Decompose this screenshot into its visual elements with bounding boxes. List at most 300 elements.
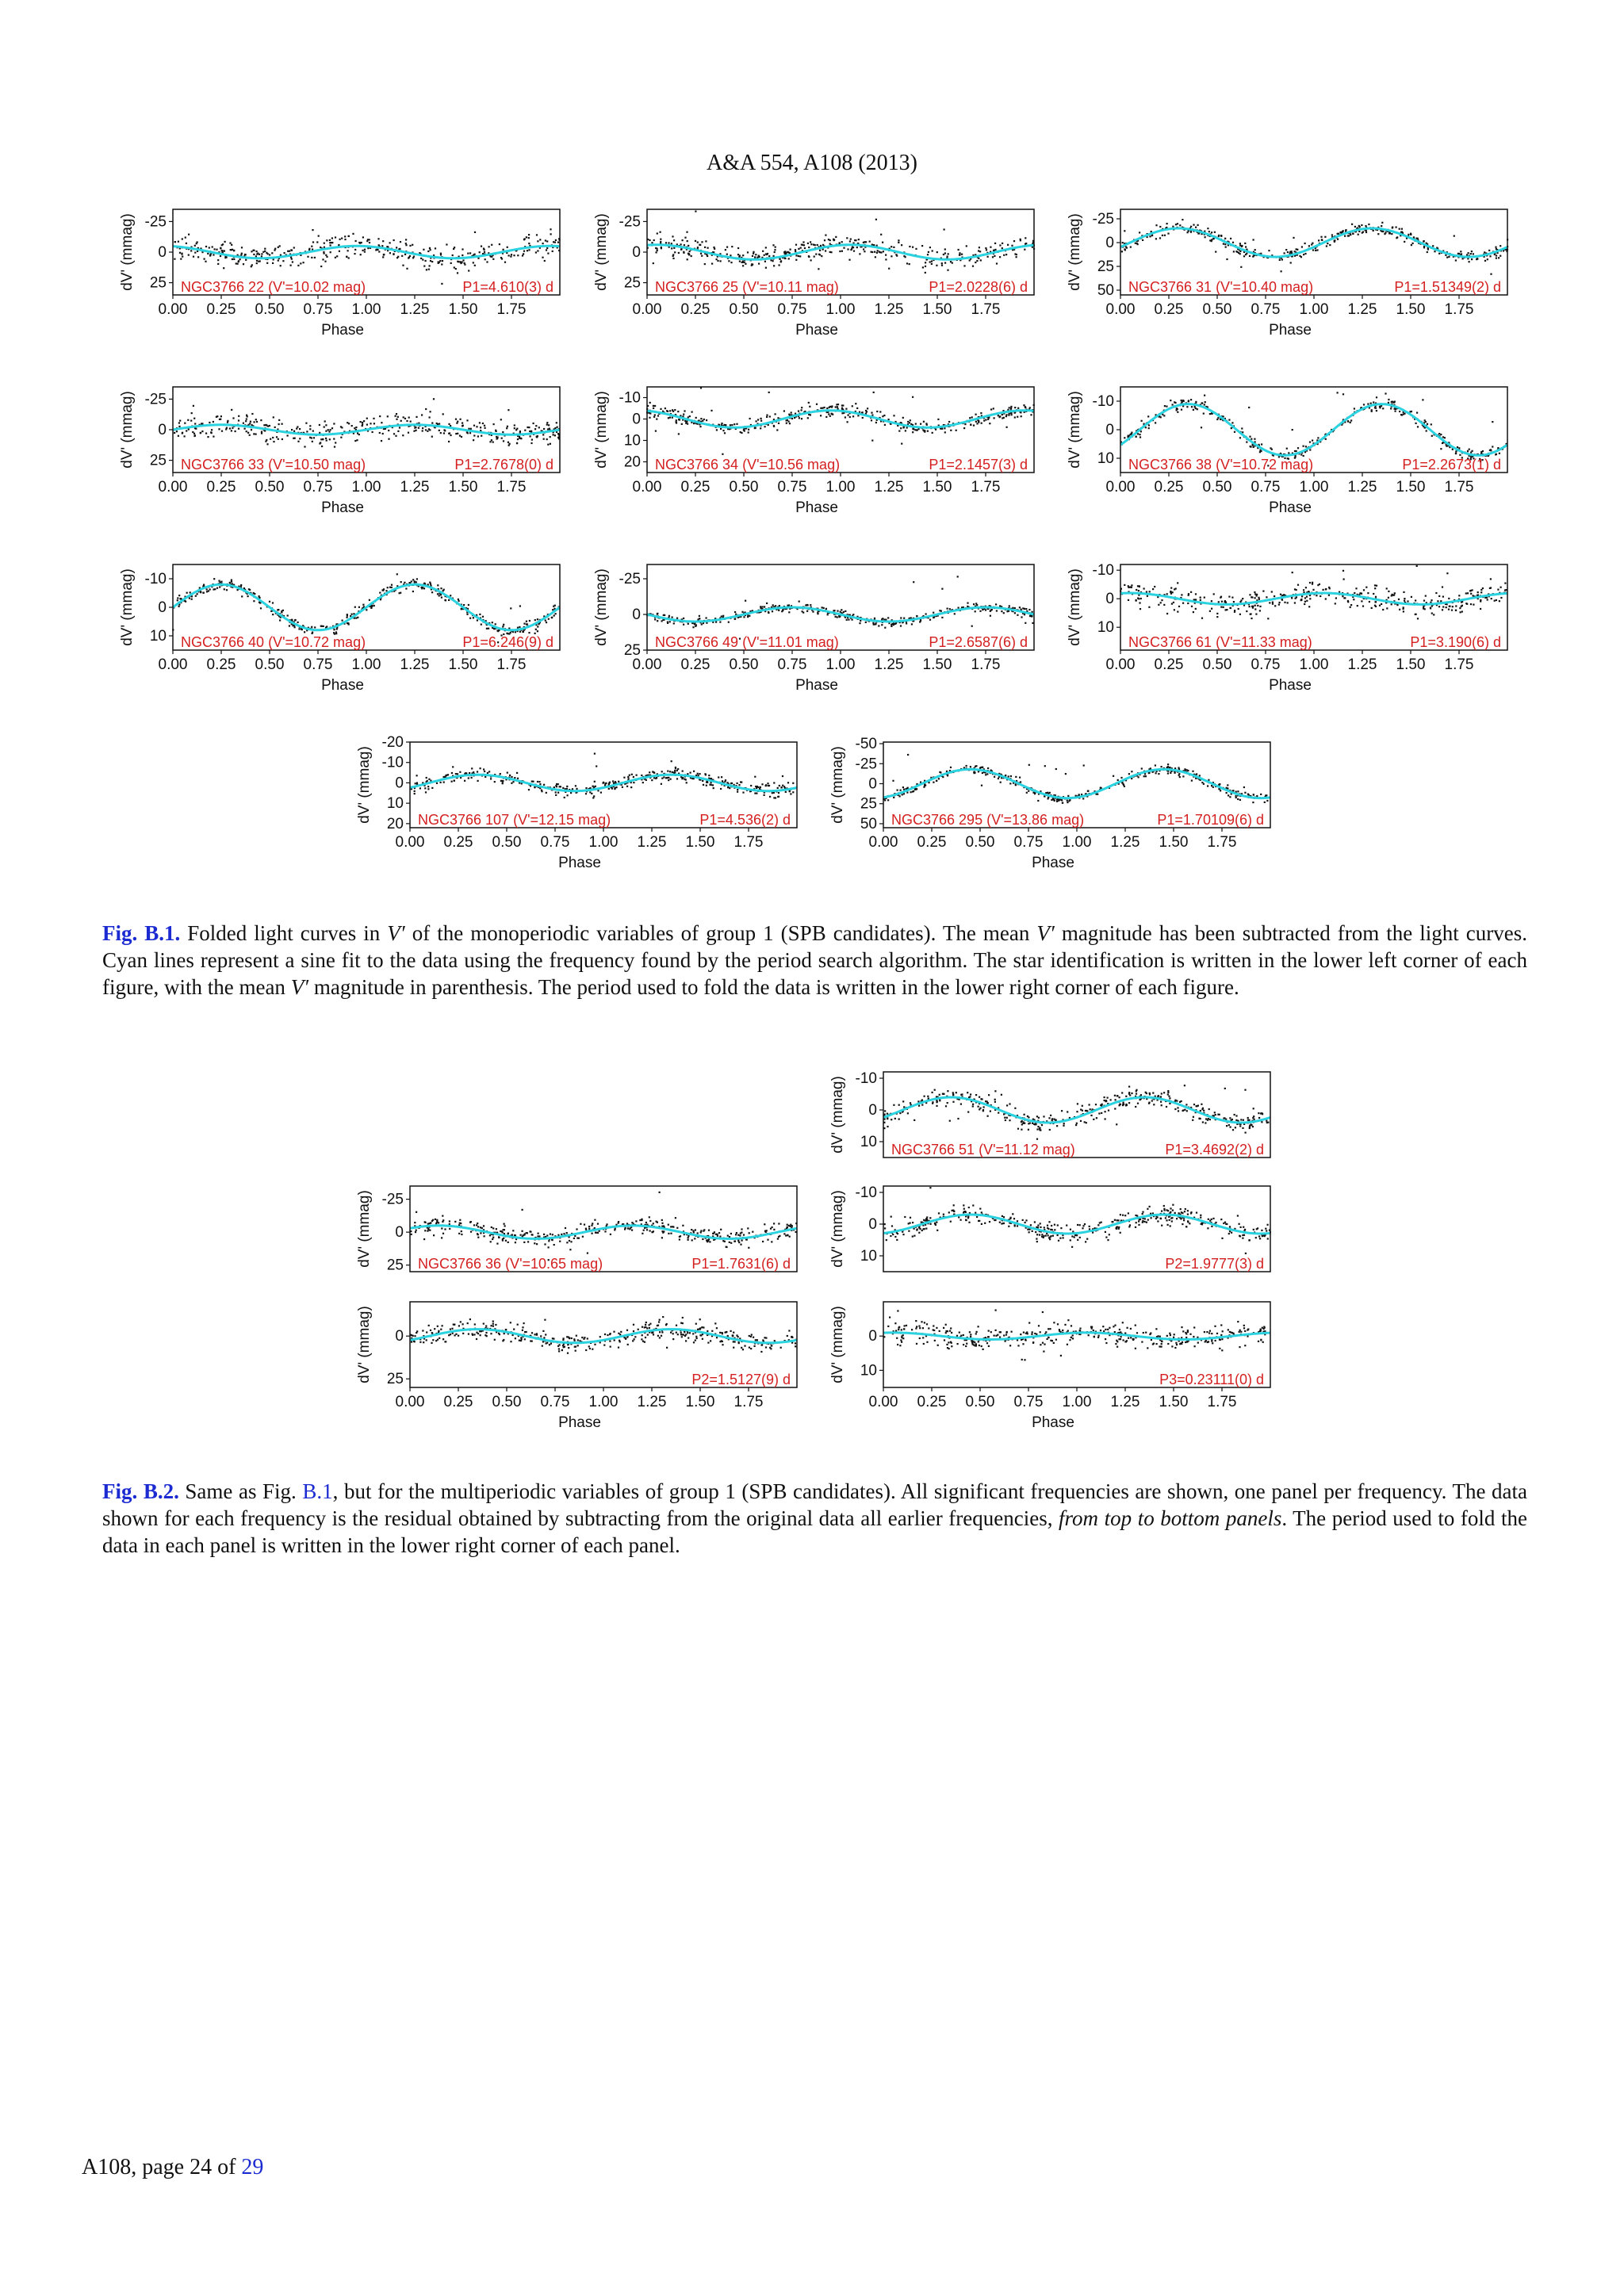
data-point (437, 423, 439, 425)
y-tick-label: 50 (860, 815, 877, 832)
x-tick-label: 0.50 (729, 479, 759, 496)
data-point (1002, 414, 1003, 415)
data-point (848, 415, 849, 416)
data-point (1009, 407, 1010, 408)
data-point (869, 241, 871, 243)
data-point (1170, 591, 1171, 593)
data-point (506, 427, 508, 429)
data-point (397, 256, 399, 258)
y-axis-label: dV' (mmag) (593, 391, 610, 469)
data-point (737, 247, 739, 249)
data-point (1350, 604, 1352, 606)
data-point (987, 767, 989, 769)
data-point (1403, 608, 1404, 610)
y-tick-label: 10 (386, 795, 404, 813)
data-point (1438, 253, 1440, 254)
data-point (405, 587, 407, 589)
data-point (1449, 606, 1450, 607)
data-point (1455, 259, 1457, 261)
data-point (381, 589, 383, 591)
period-label: P1=2.1457(3) d (929, 457, 1028, 473)
data-point (370, 423, 371, 424)
data-point (437, 584, 439, 586)
data-point (408, 417, 410, 419)
data-point (536, 436, 538, 438)
data-point (1021, 415, 1022, 417)
figure-b1-label: Fig. B.1. (102, 921, 181, 945)
data-point (653, 262, 654, 264)
data-point (657, 614, 658, 615)
data-point (1427, 423, 1428, 425)
data-point (661, 620, 663, 622)
data-point (1496, 254, 1497, 256)
data-point (471, 767, 473, 769)
data-point (266, 262, 268, 264)
data-point (1225, 609, 1227, 610)
data-point (829, 251, 831, 253)
data-point (1254, 438, 1255, 440)
data-point (948, 253, 949, 254)
data-point (688, 253, 690, 254)
data-point (994, 417, 995, 419)
data-point (969, 417, 971, 419)
lightcurve-plot (119, 563, 563, 694)
data-point (881, 624, 883, 626)
data-point (555, 794, 557, 796)
data-point (860, 620, 861, 622)
data-points (646, 387, 1035, 455)
y-tick-label: -10 (381, 754, 404, 771)
data-point (798, 411, 799, 412)
data-point (1155, 764, 1156, 766)
data-point (1347, 235, 1349, 236)
data-point (243, 263, 244, 265)
data-point (501, 438, 503, 439)
data-point (537, 618, 538, 620)
data-point (1469, 449, 1470, 450)
data-point (1452, 606, 1454, 607)
data-point (331, 427, 333, 429)
data-point (1200, 597, 1201, 599)
data-point (1197, 408, 1198, 410)
data-point (502, 431, 504, 433)
data-point (764, 794, 765, 796)
data-point (493, 423, 495, 425)
x-axis-label: Phase (795, 499, 838, 516)
data-point (537, 781, 538, 783)
data-point (1191, 780, 1193, 782)
data-point (1334, 239, 1335, 241)
data-point (235, 430, 236, 432)
data-point (1025, 608, 1027, 610)
data-point (200, 432, 201, 434)
data-point (893, 415, 894, 416)
data-point (534, 619, 536, 621)
data-point (1496, 258, 1497, 259)
data-point (1031, 615, 1032, 617)
data-point (448, 441, 450, 442)
data-point (626, 786, 628, 787)
data-point (536, 234, 538, 235)
data-point (661, 778, 663, 779)
data-point (347, 617, 348, 618)
data-point (1496, 453, 1497, 455)
data-point (541, 790, 542, 791)
data-point (1005, 414, 1007, 415)
data-point (913, 581, 914, 583)
data-point (867, 408, 868, 409)
data-point (720, 428, 722, 430)
data-point (190, 420, 192, 422)
data-point (1325, 438, 1327, 440)
lightcurve-plot (119, 385, 563, 516)
data-point (695, 240, 696, 242)
data-point (1223, 607, 1224, 608)
data-point (455, 268, 457, 270)
data-point (416, 581, 417, 583)
data-point (1056, 801, 1058, 802)
data-point (1408, 234, 1409, 235)
data-point (1223, 243, 1224, 245)
data-point (552, 251, 553, 252)
data-point (925, 266, 926, 267)
data-point (330, 429, 331, 430)
data-point (1359, 226, 1361, 228)
data-point (1181, 402, 1182, 404)
data-point (941, 265, 943, 266)
data-point (354, 249, 356, 251)
data-point (1163, 604, 1165, 606)
data-point (1123, 784, 1124, 786)
data-point (1498, 257, 1500, 258)
x-tick-label: 1.25 (400, 479, 430, 496)
data-point (882, 242, 883, 243)
data-point (776, 429, 778, 430)
data-point (683, 414, 684, 415)
data-point (847, 421, 848, 423)
data-point (1150, 767, 1151, 769)
data-point (555, 791, 557, 793)
data-point (764, 254, 765, 256)
data-point (319, 432, 320, 434)
x-tick-label: 0.00 (632, 479, 662, 496)
x-tick-label: 0.50 (1202, 301, 1232, 318)
data-point (220, 419, 221, 420)
data-point (548, 618, 550, 620)
data-point (1308, 606, 1310, 607)
data-point (879, 411, 881, 412)
data-point (975, 765, 977, 767)
data-point (691, 255, 692, 257)
data-point (306, 430, 308, 432)
data-point (988, 417, 990, 419)
data-point (1172, 404, 1174, 405)
data-point (600, 792, 602, 794)
data-point (986, 773, 988, 775)
data-point (231, 409, 232, 411)
data-point (1482, 587, 1484, 589)
data-point (494, 781, 496, 783)
data-point (591, 793, 592, 794)
data-point (523, 239, 525, 240)
data-point (791, 418, 793, 419)
data-point (1289, 251, 1291, 253)
data-point (416, 775, 418, 776)
data-point (1304, 597, 1306, 599)
data-point (706, 782, 707, 783)
data-point (382, 433, 384, 434)
data-point (1142, 239, 1143, 241)
data-point (256, 421, 258, 423)
data-point (682, 771, 684, 772)
data-point (1193, 224, 1194, 226)
data-point (297, 622, 299, 623)
data-point (1365, 230, 1367, 232)
data-point (795, 244, 797, 246)
data-point (344, 235, 346, 237)
data-point (431, 436, 433, 438)
data-point (1468, 252, 1469, 254)
data-point (527, 250, 528, 251)
data-point (1470, 593, 1472, 595)
data-point (320, 626, 322, 627)
data-point (855, 403, 856, 404)
period-label: P1=2.2673(1) d (1402, 457, 1501, 473)
data-point (500, 773, 501, 775)
y-axis-label: dV' (mmag) (593, 213, 610, 291)
data-point (687, 240, 688, 242)
data-point (628, 778, 630, 779)
data-point (1011, 414, 1013, 415)
data-point (799, 255, 801, 257)
data-point (873, 392, 875, 393)
data-point (517, 438, 519, 440)
data-point (1367, 592, 1369, 594)
data-point (238, 415, 239, 417)
data-point (757, 786, 759, 788)
data-point (1427, 251, 1428, 253)
data-point (231, 581, 232, 583)
data-point (938, 778, 940, 779)
data-point (944, 427, 945, 429)
data-point (1396, 604, 1398, 606)
data-point (206, 591, 208, 592)
data-point (1323, 589, 1324, 591)
data-point (497, 630, 499, 632)
data-point (397, 416, 399, 418)
data-point (364, 249, 366, 251)
data-point (1399, 411, 1400, 412)
data-point (473, 617, 474, 618)
data-point (292, 625, 293, 626)
data-point (1321, 239, 1323, 240)
data-point (451, 772, 453, 774)
data-point (660, 239, 661, 240)
data-point (1017, 408, 1019, 409)
data-point (1207, 785, 1208, 786)
data-point (916, 615, 917, 617)
data-point (220, 255, 221, 257)
data-point (872, 622, 874, 624)
data-point (1128, 585, 1129, 587)
data-point (358, 607, 360, 608)
data-point (1371, 409, 1373, 411)
data-point (680, 248, 682, 250)
data-point (545, 620, 546, 622)
data-point (1459, 607, 1461, 609)
data-point (604, 783, 606, 784)
data-point (517, 254, 519, 256)
data-point (213, 254, 214, 255)
data-point (680, 243, 682, 245)
data-point (1376, 585, 1377, 587)
data-point (460, 419, 462, 420)
data-point (730, 424, 731, 426)
data-point (809, 406, 810, 408)
data-point (362, 236, 364, 238)
data-point (1252, 802, 1254, 803)
x-tick-label: 0.75 (777, 656, 807, 673)
data-point (806, 610, 808, 612)
data-point (427, 788, 429, 790)
data-point (750, 785, 752, 786)
data-point (1252, 445, 1254, 446)
data-point (747, 251, 749, 253)
data-point (1067, 800, 1068, 802)
data-point (395, 415, 396, 417)
sine-fit-curve (173, 425, 560, 434)
data-point (1011, 245, 1013, 247)
data-point (354, 440, 356, 442)
x-tick-label: 1.50 (685, 834, 715, 851)
data-point (1392, 594, 1393, 595)
data-point (627, 776, 629, 778)
data-point (309, 437, 311, 438)
data-point (837, 408, 839, 410)
data-point (431, 423, 433, 424)
data-point (649, 417, 650, 419)
data-point (630, 786, 632, 788)
data-point (790, 793, 791, 794)
data-point (1284, 602, 1285, 603)
data-point (1176, 408, 1178, 409)
data-point (416, 783, 418, 785)
data-point (1259, 610, 1261, 611)
data-point (1239, 251, 1241, 252)
data-point (1224, 243, 1226, 245)
data-point (481, 624, 482, 626)
data-point (334, 446, 335, 448)
data-point (922, 429, 924, 430)
data-point (887, 799, 889, 801)
data-point (801, 407, 802, 408)
data-point (567, 794, 569, 796)
data-point (1312, 440, 1313, 442)
sine-fit-curve (173, 246, 560, 258)
data-point (324, 420, 326, 422)
x-tick-label: 0.25 (1154, 301, 1184, 318)
data-point (496, 438, 497, 439)
data-point (846, 619, 848, 621)
data-point (314, 257, 316, 258)
data-point (594, 753, 596, 755)
data-point (1229, 796, 1231, 798)
data-point (688, 623, 689, 625)
data-point (544, 260, 546, 262)
data-point (276, 436, 278, 438)
data-point (1376, 410, 1377, 411)
data-point (497, 437, 499, 438)
data-point (1306, 596, 1308, 598)
data-point (1141, 767, 1143, 769)
data-point (1267, 618, 1269, 619)
data-point (843, 247, 845, 249)
data-point (550, 228, 551, 230)
data-point (193, 405, 194, 407)
data-point (333, 438, 335, 440)
data-point (1500, 245, 1501, 247)
data-point (674, 771, 676, 773)
data-point (925, 613, 927, 614)
data-point (921, 245, 923, 247)
data-point (463, 604, 465, 606)
data-point (523, 253, 524, 254)
y-tick-label: 0 (1105, 422, 1114, 438)
data-point (697, 242, 699, 243)
data-point (269, 425, 270, 427)
data-point (1304, 253, 1306, 254)
data-point (966, 245, 967, 247)
data-point (1396, 236, 1398, 238)
x-tick-label: 0.50 (255, 656, 285, 673)
x-tick-label: 1.50 (922, 301, 952, 318)
x-tick-label: 1.00 (825, 479, 856, 496)
data-point (1181, 594, 1182, 595)
data-point (402, 265, 404, 266)
data-point (509, 775, 511, 776)
data-point (347, 622, 349, 624)
data-point (778, 1223, 779, 1224)
data-point (421, 414, 423, 415)
data-point (464, 264, 465, 266)
data-point (1254, 591, 1255, 593)
data-point (210, 253, 212, 254)
data-point (386, 246, 388, 247)
data-point (1113, 775, 1114, 777)
data-point (212, 246, 213, 247)
data-point (907, 787, 909, 789)
data-point (366, 424, 368, 426)
data-point (247, 595, 249, 597)
data-point (826, 408, 828, 409)
data-point (254, 593, 255, 595)
data-point (253, 433, 255, 434)
data-point (1423, 240, 1425, 242)
data-point (216, 587, 218, 589)
data-point (1411, 411, 1412, 412)
data-point (1385, 392, 1386, 394)
data-point (451, 781, 453, 783)
data-point (1491, 598, 1492, 599)
data-point (1000, 782, 1002, 783)
data-point (1412, 243, 1414, 244)
period-label: P1=4.610(3) d (462, 279, 553, 295)
data-points (1120, 392, 1507, 466)
data-point (336, 255, 338, 257)
data-point (979, 251, 981, 252)
x-tick-label: 0.50 (965, 834, 995, 851)
data-point (1411, 596, 1412, 598)
